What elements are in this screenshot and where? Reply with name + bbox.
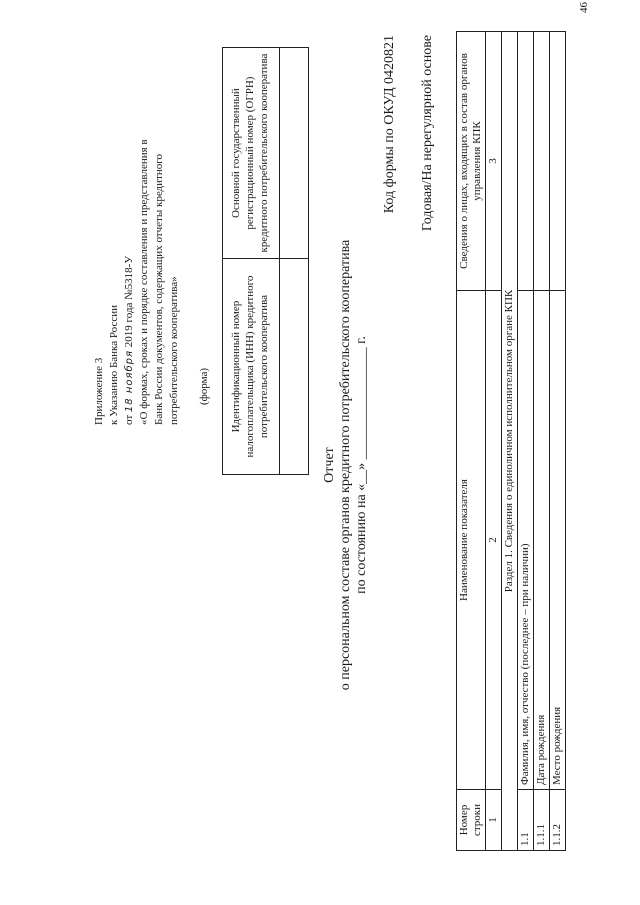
form-note: (форма) [198, 367, 210, 405]
section-row [502, 32, 518, 851]
identifiers-table [222, 47, 309, 475]
report-title: Отчет [322, 447, 337, 483]
column-number-row [486, 32, 502, 851]
annex-line-2: к Указанию Банка России [108, 305, 120, 425]
report-periodicity: Годовая/На нерегулярной основе [420, 35, 435, 232]
table-row [534, 32, 550, 851]
annex-date-handwritten: 18 ноября [124, 349, 135, 413]
row-label: Дата рождения [534, 291, 550, 790]
report-as-of: по состоянию на «__» ________________ г. [354, 336, 369, 594]
col-header-indicator: Наименование показателя [457, 291, 486, 790]
annex-line-4: «О формах, сроках и порядке составления и представления в [138, 139, 150, 425]
table-row [518, 32, 534, 851]
table-row [550, 32, 566, 851]
annex-line-5: Банк России документов, содержащих отчеты кредитного [153, 154, 165, 425]
inn-value-cell [280, 259, 309, 475]
row-label: Место рождения [550, 291, 566, 790]
row-value-cell [534, 32, 550, 291]
inn-header: Идентификационный номер налогоплательщика (ИНН) кредитного потребительского кооператива [223, 259, 280, 475]
main-table [456, 31, 566, 851]
ogrn-header: Основной государственный регистрационный номер (ОГРН) кредитного потребительского кооператива [223, 48, 280, 259]
col-number-3: 3 [486, 32, 502, 291]
annex-line-1: Приложение 3 [93, 357, 105, 425]
annex-block [92, 25, 182, 425]
row-number: 1.1.1 [534, 790, 550, 851]
row-number: 1.1 [518, 790, 534, 851]
row-number: 1.1.2 [550, 790, 566, 851]
col-header-row-number: Номер строки [457, 790, 486, 851]
ogrn-value-cell [280, 48, 309, 259]
report-subtitle: о персональном составе органов кредитного потребительского кооператива [338, 239, 353, 691]
annex-line-3 [122, 25, 137, 425]
col-header-details: Сведения о лицах, входящих в состав органов управления КПК [457, 32, 486, 291]
annex-line-3-suffix: 2019 года №5318-У [123, 255, 135, 348]
annex-line-6: потребительского кооператива» [168, 276, 180, 425]
page-number: 46 [578, 2, 590, 13]
row-label: Фамилия, имя, отчество (последнее – при наличии) [518, 291, 534, 790]
row-value-cell [550, 32, 566, 291]
col-number-1: 1 [486, 790, 502, 851]
col-number-2: 2 [486, 291, 502, 790]
annex-line-3-prefix: от [123, 414, 135, 425]
table-header-row [457, 32, 486, 851]
row-value-cell [518, 32, 534, 291]
section1-title: Раздел 1. Сведения о единоличном исполнительном органе КПК [502, 32, 518, 851]
report-title-block [322, 225, 370, 705]
okud-code: Код формы по ОКУД 0420821 [382, 35, 397, 214]
